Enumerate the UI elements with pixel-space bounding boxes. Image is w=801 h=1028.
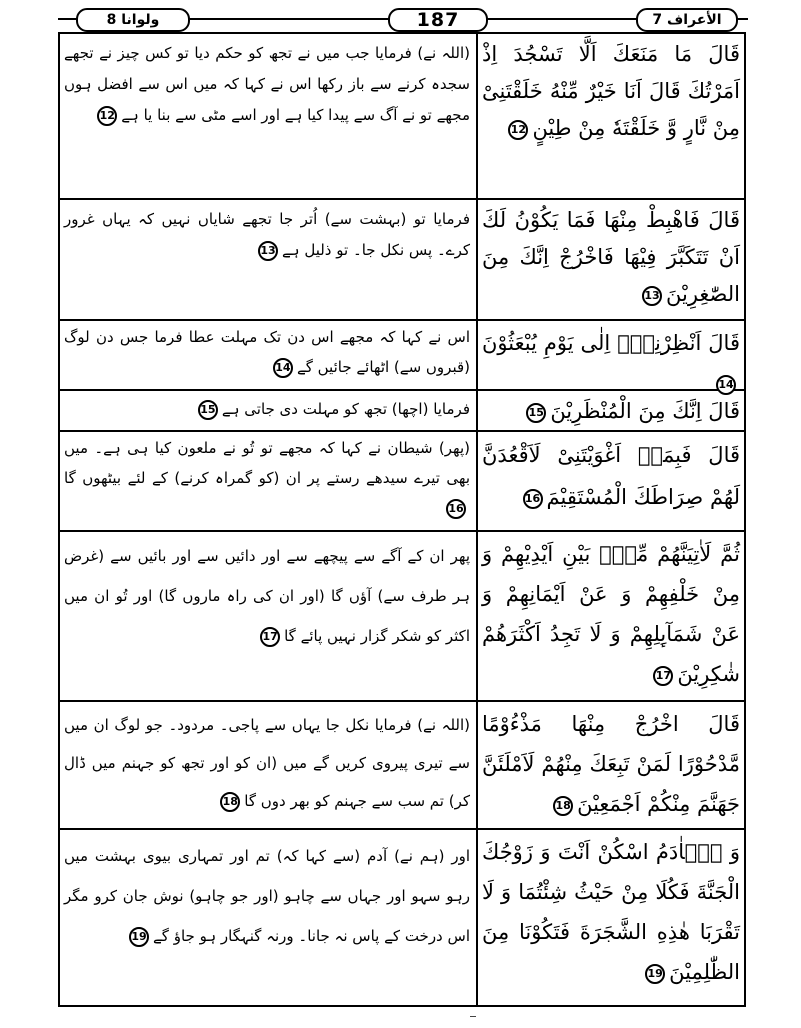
arabic-verse-17 [482, 534, 740, 698]
page-number: 187 [388, 8, 488, 32]
ayah-number-14: 14 [716, 375, 736, 395]
urdu-text: (پھر) شیطان نے کہا کہ مجھے تو تُو نے ملعون کیا ہی ہے۔ میں بھی تیرے سیدھے رستے پر ان (کو گمراہ کرنے) کے لئے بیٹھوں گا [64, 439, 470, 487]
urdu-text: اور (ہم نے) آدم (سے کہا کہ) تم اور تمہاری بیوی بہشت میں رہو سہو اور جہاں سے چاہو (اور جو چاہو) نوش جان کرو مگر اس درخت کے پاس نہ جانا۔ ورنہ گنہگار ہو جاؤ گے [64, 847, 470, 945]
arabic-verse-18 [482, 704, 740, 826]
page-mark [470, 1016, 476, 1017]
urdu-text: پھر ان کے آگے سے پیچھے سے اور دائیں سے اور بائیں سے (غرض ہر طرف سے) آؤں گا (اور ان کی راہ ماروں گا) اور تُو ان میں اکثر کو شکر گزار نہیں پائے گا [64, 547, 470, 645]
urdu-text: اس نے کہا کہ مجھے اس دن تک مہلت عطا فرما جس دن لوگ (قبروں سے) اٹھائے جائیں گے [64, 328, 470, 376]
ayah-number-19: 19 [645, 964, 665, 984]
ayah-number-14: 14 [273, 358, 293, 378]
urdu-translation-16 [64, 433, 470, 529]
column-divider [476, 32, 478, 1007]
ayah-number-15: 15 [526, 403, 546, 423]
row-separator [58, 700, 746, 702]
arabic-verse-14 [482, 323, 740, 391]
ayah-number-16: 16 [446, 499, 466, 519]
urdu-translation-15 [64, 393, 470, 429]
urdu-translation-12 [64, 38, 470, 196]
ayah-number-12: 12 [97, 106, 117, 126]
row-separator [58, 530, 746, 532]
arabic-text: وَ یٰۤاٰدَمُ اسْكُنْ اَنْتَ وَ زَوْجُكَ الْجَنَّةَ فَكُلَا مِنْ حَیْثُ شِئْتُمَا وَ لَا تَقْرَبَا هٰذِهِ الشَّجَرَةَ فَتَكُوْنَا مِنَ الظّٰلِمِیْنَ [482, 840, 740, 984]
row-separator [58, 828, 746, 830]
arabic-text: قَالَ مَا مَنَعَكَ اَلَّا تَسْجُدَ اِذْ اَمَرْتُكَ قَالَ اَنَا خَيْرٌ مِّنْهُ خَلَقْتَنِیْ مِنْ نَّارٍ وَّ خَلَقْتَهٗ مِنْ طِیْنٍ [482, 42, 740, 140]
ayah-number-18: 18 [553, 796, 573, 816]
ayah-number-16: 16 [523, 489, 543, 509]
arabic-text: قَالَ فَبِمَاۤ اَغْوَیْتَنِیْ لَاَقْعُدَنَّ لَهُمْ صِرَاطَكَ الْمُسْتَقِیْمَ [482, 443, 740, 509]
arabic-verse-12 [482, 36, 740, 196]
ayah-number-13: 13 [642, 286, 662, 306]
ayah-number-13: 13 [258, 241, 278, 261]
urdu-text: فرمایا (اچھا) تجھ کو مہلت دی جاتی ہے [221, 400, 470, 418]
urdu-translation-18 [64, 706, 470, 826]
surah-label: الأعراف 7 [636, 8, 738, 32]
arabic-text: ثُمَّ لَاٰتِیَنَّهُمْ مِّنْۢ بَیْنِ اَیْدِیْهِمْ وَ مِنْ خَلْفِهِمْ وَ عَنْ اَیْمَانِهِمْ وَ عَنْ شَمَآىِٕلِهِمْ وَ لَا تَجِدُ اَكْثَرَهُمْ شٰكِرِیْنَ [482, 542, 740, 686]
ayah-number-15: 15 [198, 400, 218, 420]
arabic-verse-19 [482, 832, 740, 1004]
arabic-text: قَالَ اخْرُجْ مِنْهَا مَذْءُوْمًا مَّدْحُوْرًا لَمَنْ تَبِعَكَ مِنْهُمْ لَاَمْلَئَنَّ جَهَنَّمَ مِنْكُمْ اَجْمَعِیْنَ [482, 712, 740, 816]
arabic-verse-13 [482, 202, 740, 317]
urdu-translation-13 [64, 204, 470, 317]
urdu-translation-19 [64, 836, 470, 1004]
arabic-verse-15 [482, 393, 740, 429]
ayah-number-17: 17 [653, 666, 673, 686]
urdu-translation-14 [64, 322, 470, 388]
urdu-text: فرمایا تو (بہشت سے) اُتر جا تجھے شایاں نہیں کہ یہاں غرور کرے۔ پس نکل جا۔ تو ذلیل ہے [64, 210, 470, 259]
urdu-translation-17 [64, 536, 470, 698]
ayah-number-12: 12 [508, 120, 528, 140]
header-left-label: ولوانا 8 [76, 8, 190, 32]
page-header [58, 8, 748, 30]
arabic-verse-16 [482, 434, 740, 529]
row-separator [58, 198, 746, 200]
ayah-number-17: 17 [260, 627, 280, 647]
ayah-number-19: 19 [129, 927, 149, 947]
urdu-text: (اللہ نے) فرمایا نکل جا یہاں سے پاجی۔ مردود۔ جو لوگ ان میں سے تیری پیروی کریں گے میں (ان کو اور تجھ کو جہنم میں ڈال کر) تم سب سے جہنم کو بھر دوں گا [64, 716, 470, 810]
row-separator [58, 389, 746, 391]
arabic-text: قَالَ فَاهْبِطْ مِنْهَا فَمَا یَكُوْنُ لَكَ اَنْ تَتَكَبَّرَ فِیْهَا فَاخْرُجْ اِنَّكَ مِنَ الصّٰغِرِیْنَ [482, 208, 740, 306]
ayah-number-18: 18 [220, 792, 240, 812]
row-separator [58, 430, 746, 432]
arabic-text: قَالَ اَنْظِرْنِیْۤ اِلٰى یَوْمِ یُبْعَثُوْنَ [482, 331, 740, 355]
row-separator [58, 319, 746, 321]
urdu-text: (اللہ نے) فرمایا جب میں نے تجھ کو حکم دیا تو کس چیز نے تجھے سجدہ کرنے سے باز رکھا اس نے کہا کہ میں اس سے افضل ہوں مجھے تو نے آگ سے پیدا کیا ہے اور اسے مٹی سے بنا یا ہے [64, 44, 470, 124]
arabic-text: قَالَ اِنَّكَ مِنَ الْمُنْظَرِیْنَ [550, 399, 740, 423]
